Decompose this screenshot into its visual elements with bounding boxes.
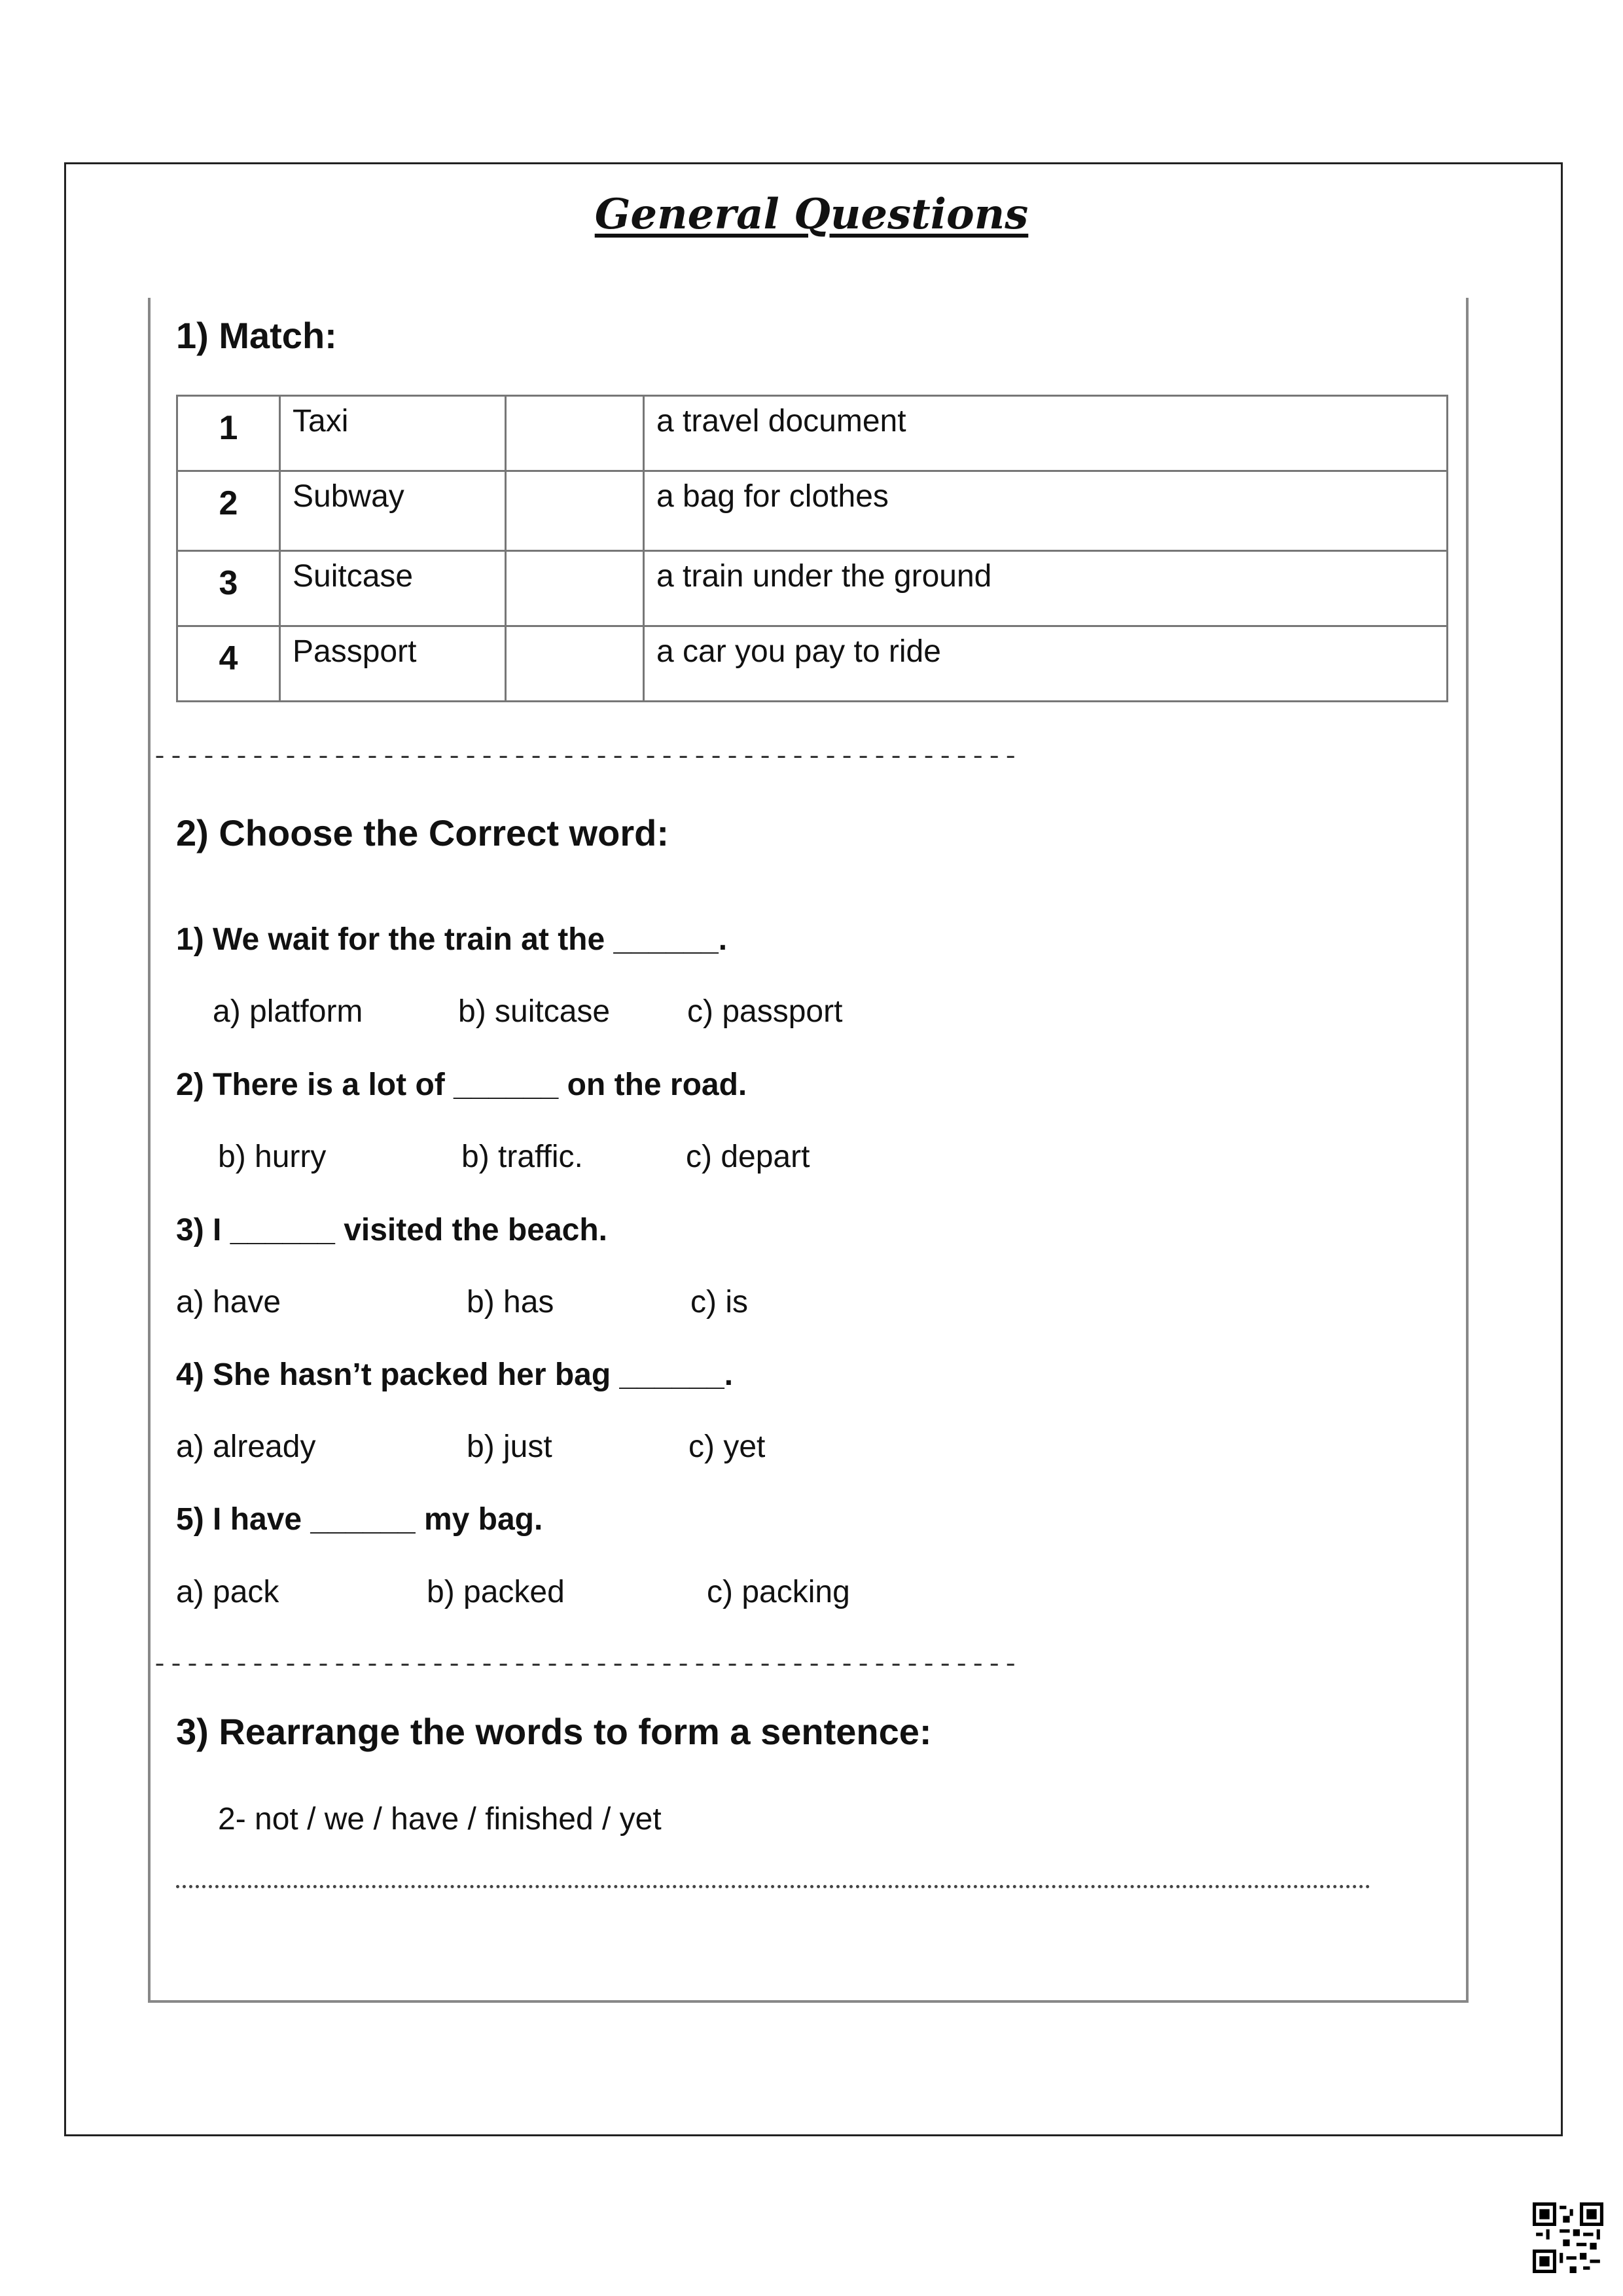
- option-a[interactable]: b) hurry: [218, 1139, 327, 1174]
- page-title: General Questions: [594, 190, 1029, 239]
- match-table: [176, 395, 1448, 702]
- section-divider: -----------------------------------------------------: [152, 1651, 1020, 1680]
- table-row: [177, 471, 1448, 551]
- section1-heading: 1) Match:: [176, 315, 337, 356]
- table-row: [177, 626, 1448, 702]
- question-text: 5) I have ______ my bag.: [176, 1502, 543, 1537]
- row-number: 3: [177, 551, 280, 626]
- option-b[interactable]: b) just: [467, 1429, 552, 1464]
- option-a[interactable]: a) pack: [176, 1575, 279, 1609]
- question-text: 1) We wait for the train at the ______.: [176, 922, 728, 957]
- section3-heading: 3) Rearrange the words to form a sentence:: [176, 1711, 932, 1752]
- match-definition: a train under the ground: [644, 551, 1448, 626]
- question-text: 2) There is a lot of ______ on the road.: [176, 1067, 747, 1102]
- option-a[interactable]: a) platform: [213, 994, 363, 1029]
- section2-heading: 2) Choose the Correct word:: [176, 812, 669, 853]
- answer-line[interactable]: [176, 1885, 1370, 1888]
- option-a[interactable]: a) already: [176, 1429, 316, 1464]
- row-number: 4: [177, 626, 280, 702]
- answer-blank[interactable]: [506, 551, 644, 626]
- answer-blank[interactable]: [506, 626, 644, 702]
- question-text: 4) She hasn’t packed her bag ______.: [176, 1357, 734, 1392]
- option-c[interactable]: c) packing: [707, 1575, 850, 1609]
- question-text: 3) I ______ visited the beach.: [176, 1213, 607, 1247]
- option-b[interactable]: b) suitcase: [458, 994, 611, 1029]
- option-c[interactable]: c) passport: [687, 994, 843, 1029]
- table-row: [177, 396, 1448, 471]
- option-c[interactable]: c) yet: [688, 1429, 766, 1464]
- section-divider: -----------------------------------------------------: [152, 743, 1020, 772]
- row-number: 1: [177, 396, 280, 471]
- option-c[interactable]: c) depart: [686, 1139, 810, 1174]
- match-definition: a bag for clothes: [644, 471, 1448, 551]
- option-a[interactable]: a) have: [176, 1285, 281, 1319]
- match-definition: a travel document: [644, 396, 1448, 471]
- match-word: Passport: [280, 626, 506, 702]
- option-b[interactable]: b) has: [467, 1285, 554, 1319]
- match-word: Taxi: [280, 396, 506, 471]
- table-row: [177, 551, 1448, 626]
- qr-code-icon: [1533, 2202, 1603, 2273]
- answer-blank[interactable]: [506, 471, 644, 551]
- rearrange-item: 2- not / we / have / finished / yet: [218, 1802, 662, 1837]
- option-c[interactable]: c) is: [690, 1285, 748, 1319]
- option-b[interactable]: b) packed: [427, 1575, 565, 1609]
- match-definition: a car you pay to ride: [644, 626, 1448, 702]
- option-b[interactable]: b) traffic.: [461, 1139, 583, 1174]
- row-number: 2: [177, 471, 280, 551]
- match-word: Suitcase: [280, 551, 506, 626]
- match-word: Subway: [280, 471, 506, 551]
- answer-blank[interactable]: [506, 396, 644, 471]
